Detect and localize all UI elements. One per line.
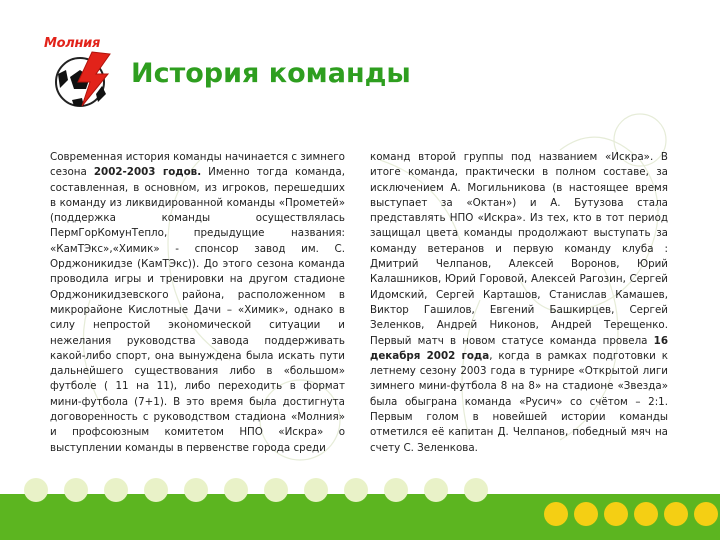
decor-circle [344, 478, 368, 502]
left-highlight-years: 2002-2003 годов. [93, 166, 202, 179]
left-text-2: Именно тогда команда, составленная, в основном, из игроков, перешедших в команду из ликвидированной команды «Прометей» (поддержка команды осуществлялась ПермГорКомунТепло, предыдущие названия: «КамТЭкс»,«Химик» - спонсор завод им. С. Орджоникидзе (КамТЭкс)). До этого сезона команда проводила игры и тренировки на другом стадионе Орджоникидзевского района, расположенном в микрорайоне Кислотные Дачи – «Химик», однако в силу непростой экономической ситуации и нежелания руководства завода поддерживать какой-либо спорт, она вынуждена была искать пути дальнейшего существования либо в «большом» футболе ( 11 на 11), либо переходить в формат мини-футбола (7+1). В это время была достигнута договоренность с руководством стадиона «Молния» и профсоюзным комитетом НПО «Искра» о выступлении команды в первенстве города среди [50, 166, 346, 454]
decor-circle [264, 478, 288, 502]
decor-circle-yellow [694, 502, 718, 526]
molniya-logo [44, 36, 124, 111]
decor-circle-yellow [634, 502, 658, 526]
decor-circle [224, 478, 248, 502]
football-lightning-icon [52, 48, 118, 110]
decor-circle [304, 478, 328, 502]
right-text-2: , когда в рамках подготовки к летнему сезону 2003 года в турнире «Открытой лиги зимнего мини-футбола 8 на 8» на стадионе «Звезда» была обыграна команда «Русич» со счётом – 2:1. Первым голом в новейшей истории команды отметился её капитан Д. Челпанов, победный мяч на счету С. Зеленкова. [370, 349, 668, 454]
decor-circle [464, 478, 488, 502]
right-text-1: команд второй группы под названием «Искра». В итоге команда, практически в полном составе, за исключением А. Могильникова (в настоящее время выступает за «Октан») и А. Бутузова стала представлять НПО «Искра». Из тех, кто в тот период защищал цвета команды продолжают выступать за команду ветеранов и первую команду клуба : Дмитрий Челпанов, Алексей Воронов, Юрий Калашников, Юрий Горовой, Алексей Рагозин, Сергей Идомский, Сергей Карташов, Станислав Камашев, Виктор Гашилов, Евгений Башкирцев, Сергей Зеленков, Андрей Никонов, Андрей Терещенко. Первый матч в новом статусе команда провела [370, 151, 668, 347]
page-title: История команды [131, 58, 411, 89]
decor-circle-yellow [604, 502, 628, 526]
decor-circle [384, 478, 408, 502]
decor-circle [424, 478, 448, 502]
article-left-column [50, 150, 345, 456]
decor-circle-yellow [544, 502, 568, 526]
left-text-1: Современная история команды начинается с зимнего сезона [50, 151, 345, 179]
decor-circle [104, 478, 128, 502]
decor-circle [64, 478, 88, 502]
article-right-column [370, 150, 668, 456]
decor-circle [184, 478, 208, 502]
decor-circle-yellow [574, 502, 598, 526]
right-highlight-date: 16 декабря 2002 года [370, 334, 668, 362]
decor-circle [24, 478, 48, 502]
decor-circle-yellow [664, 502, 688, 526]
decor-circle [144, 478, 168, 502]
logo-text: Молния [44, 36, 101, 51]
